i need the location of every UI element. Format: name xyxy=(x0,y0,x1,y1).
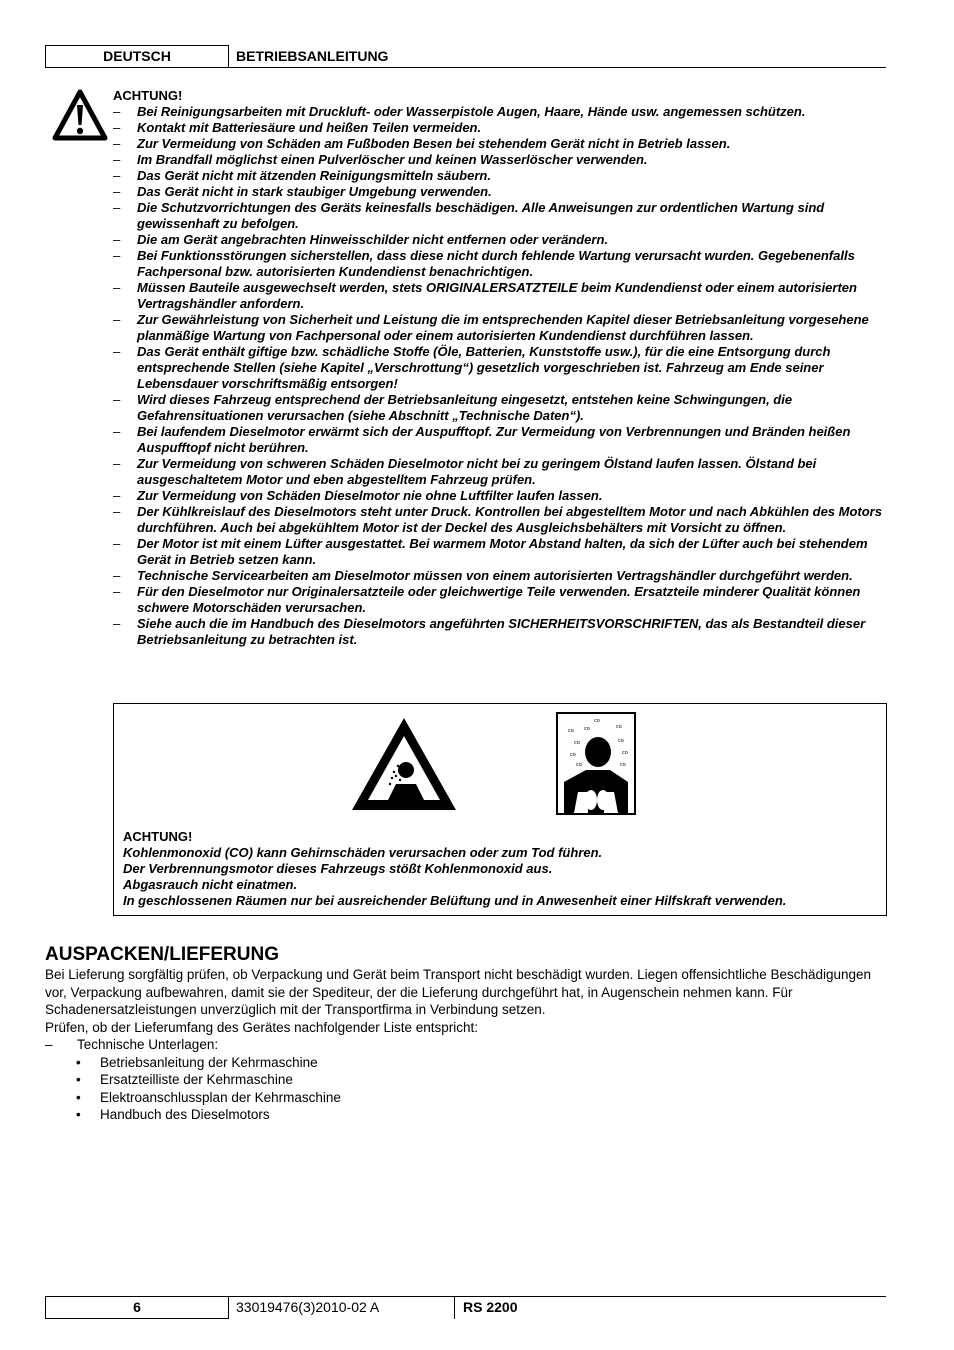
svg-text:co: co xyxy=(568,728,574,734)
section-paragraph: Bei Lieferung sorgfältig prüfen, ob Verpackung und Gerät beim Transport nicht beschädigt wurden. Liegen offensichtliche Beschädigungen vor, Verpackung aufbewahren, damit sie der Spediteur, der die Lieferung durchgeführt hat, in Augenschein nehmen kann. Für Schadenersatzleistungen unverzüglich mit der Transportfirma in Verbindung setzen. xyxy=(45,967,872,1017)
page-footer xyxy=(45,1296,886,1319)
svg-text:co: co xyxy=(618,738,624,744)
warning-item: – Das Gerät nicht in stark staubiger Umgebung verwenden. xyxy=(113,184,492,199)
document-code: 33019476(3)2010-02 A xyxy=(236,1299,380,1315)
svg-text:co: co xyxy=(570,752,576,758)
warning-item: – Bei Reinigungsarbeiten mit Druckluft- oder Wasserpistole Augen, Haare, Hände usw. angemessen schützen. xyxy=(113,104,806,119)
carbon-monoxide-inhalation-icon xyxy=(556,712,636,815)
document-list xyxy=(45,1054,890,1124)
co-warning-box xyxy=(113,703,887,916)
list-item: • Ersatzteilliste der Kehrmaschine xyxy=(76,1072,293,1087)
warning-item: – Müssen Bauteile ausgewechselt werden, stets ORIGINALERSATZTEILE beim Kundendienst oder einem autorisierten Vertragshändler anfordern. xyxy=(113,280,857,311)
warning-item: – Wird dieses Fahrzeug entsprechend der Betriebsanleitung eingesetzt, entstehen keine Schwingungen, die Gefahrensituationen verursachen (siehe Abschnitt „Technische Daten“). xyxy=(113,392,793,423)
warning-item: – Der Motor ist mit einem Lüfter ausgestattet. Bei warmem Motor Abstand halten, da sich der Lüfter auch bei stehendem Gerät in Betrieb setzen kann. xyxy=(113,536,868,567)
list-item: • Handbuch des Dieselmotors xyxy=(76,1107,270,1122)
warning-item: – Der Kühlkreislauf des Dieselmotors steht unter Druck. Kontrollen bei abgestelltem Motor und nach Abkühlen des Motors durchführen. Auch bei abgekühltem Motor ist der Deckel des Ausgleichsbehälters mit Vorsicht zu öffnen. xyxy=(113,504,882,535)
header-title: BETRIEBSANLEITUNG xyxy=(236,48,389,64)
list-item: • Elektroanschlussplan der Kehrmaschine xyxy=(76,1089,341,1105)
page-number: 6 xyxy=(45,1297,229,1319)
co-warning-text xyxy=(123,829,786,909)
warning-item: – Technische Servicearbeiten am Dieselmotor müssen von einem autorisierten Vertragshändler durchgeführt werden. xyxy=(113,568,853,583)
warning-list xyxy=(113,104,888,648)
warning-item: – Bei laufendem Dieselmotor erwärmt sich der Auspufftopf. Zur Vermeidung von Verbrennungen und Bränden heißen Auspufftopf nicht berühren. xyxy=(113,424,851,455)
list-item: • Betriebsanleitung der Kehrmaschine xyxy=(76,1054,318,1070)
toxic-gas-warning-icon xyxy=(348,714,460,814)
warning-item: – Zur Vermeidung von Schäden Dieselmotor nie ohne Luftfilter laufen lassen. xyxy=(113,488,603,503)
list-item: – Technische Unterlagen: xyxy=(45,1037,219,1052)
model-name: RS 2200 xyxy=(463,1299,518,1315)
section-title: AUSPACKEN/LIEFERUNG xyxy=(45,944,279,965)
section-paragraph: Prüfen, ob der Lieferumfang des Gerätes nachfolgender Liste entspricht: xyxy=(45,1019,479,1035)
svg-text:co: co xyxy=(584,726,590,732)
warning-triangle-icon xyxy=(52,89,108,141)
safety-warnings xyxy=(113,88,888,648)
warning-item: – Das Gerät enthält giftige bzw. schädliche Stoffe (Öle, Batterien, Kunststoffe usw.), für die eine Entsorgung durch entsprechende Stellen (siehe Kapitel „Verschrottung“) gesetzlich vorgeschrieben ist. Fahrzeug am Ende seiner Lebensdauer vorschriftsmäßig entsorgen! xyxy=(113,344,831,391)
warning-item: – Kontakt mit Batteriesäure und heißen Teilen vermeiden. xyxy=(113,120,482,135)
co-warning-title: ACHTUNG! xyxy=(123,829,193,844)
svg-text:co: co xyxy=(574,740,580,746)
list-title: Technische Unterlagen: xyxy=(77,1037,219,1052)
co-warning-line: Abgasrauch nicht einatmen. xyxy=(123,877,298,892)
warning-item: – Zur Vermeidung von Schäden am Fußboden Besen bei stehendem Gerät nicht in Betrieb lassen. xyxy=(113,136,731,151)
warning-title: ACHTUNG! xyxy=(113,88,183,103)
svg-text:co: co xyxy=(622,750,628,756)
co-warning-line: Der Verbrennungsmotor dieses Fahrzeugs stößt Kohlenmonoxid aus. xyxy=(123,861,553,876)
warning-item: – Siehe auch die im Handbuch des Dieselmotors angeführten SICHERHEITSVORSCHRIFTEN, das als Bestandteil dieser Betriebsanleitung zu betrachten ist. xyxy=(113,616,866,647)
co-warning-line: Kohlenmonoxid (CO) kann Gehirnschäden verursachen oder zum Tod führen. xyxy=(123,845,603,860)
warning-item: – Die Schutzvorrichtungen des Geräts keinesfalls beschädigen. Alle Anweisungen zur ordentlichen Wartung sind gewissenhaft zu befolgen. xyxy=(113,200,825,231)
svg-text:co: co xyxy=(576,762,582,768)
warning-item: – Das Gerät nicht mit ätzenden Reinigungsmitteln säubern. xyxy=(113,168,491,183)
svg-text:co: co xyxy=(594,718,600,724)
section-body xyxy=(45,966,890,1124)
warning-item: – Bei Funktionsstörungen sicherstellen, dass diese nicht durch fehlende Wartung verursacht wurden. Gegebenenfalls Fachpersonal bzw. autorisierten Kundendienst benachrichtigen. xyxy=(113,248,855,279)
warning-item: – Für den Dieselmotor nur Originalersatzteile oder gleichwertige Teile verwenden. Ersatzteile minderer Qualität können schwere Motorschäden verursachen. xyxy=(113,584,861,615)
footer-divider xyxy=(454,1297,455,1319)
co-warning-line: In geschlossenen Räumen nur bei ausreichender Belüftung und in Anwesenheit einer Hilfskraft verwenden. xyxy=(123,893,787,908)
warning-item: – Zur Vermeidung von schweren Schäden Dieselmotor nicht bei zu geringem Ölstand laufen lassen. Ölstand bei ausgeschaltetem Motor und eben abgestelltem Fahrzeug prüfen. xyxy=(113,456,817,487)
header-language: DEUTSCH xyxy=(45,45,229,67)
warning-item: – Zur Gewährleistung von Sicherheit und Leistung die im entsprechenden Kapitel dieser Betriebsanleitung vorgesehene planmäßige Wartung von Fachpersonal oder einem autorisierten Kundendienst durchführen lassen. xyxy=(113,312,869,343)
warning-item: – Im Brandfall möglichst einen Pulverlöscher und keinen Wasserlöscher verwenden. xyxy=(113,152,648,167)
warning-item: – Die am Gerät angebrachten Hinweisschilder nicht entfernen oder verändern. xyxy=(113,232,609,247)
svg-text:co: co xyxy=(616,724,622,730)
page-header xyxy=(45,45,886,68)
svg-text:co: co xyxy=(620,762,626,768)
